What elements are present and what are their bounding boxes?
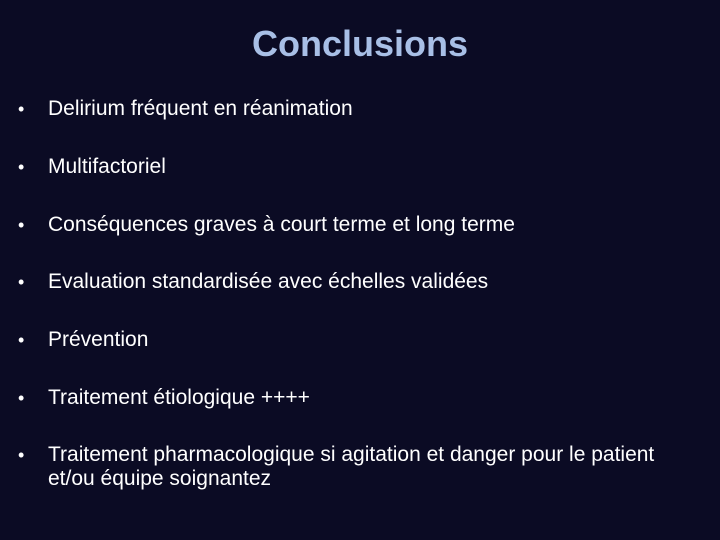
bullet-item: [18, 328, 698, 352]
bullet-icon: •: [18, 99, 25, 119]
bullet-text: Prévention: [48, 328, 149, 351]
bullet-text: Conséquences graves à court terme et long terme: [48, 213, 515, 236]
slide-title: Conclusions: [251, 23, 469, 64]
bullet-item: [18, 270, 698, 294]
bullet-text: Traitement pharmacologique si agitation et danger pour le patient et/ou équipe soignantez: [48, 443, 655, 490]
bullet-item: [18, 386, 698, 410]
bullet-item: [18, 443, 698, 491]
bullet-icon: •: [18, 272, 25, 292]
bullet-text: Multifactoriel: [48, 155, 166, 178]
bullet-icon: •: [18, 157, 25, 177]
bullet-text: Evaluation standardisée avec échelles validées: [48, 270, 489, 293]
bullet-item: [18, 155, 698, 179]
bullet-text: Delirium fréquent en réanimation: [48, 97, 353, 120]
bullet-icon: •: [18, 330, 25, 350]
bullet-item: [18, 97, 698, 121]
bullet-icon: •: [18, 445, 25, 465]
bullet-item: [18, 213, 698, 237]
bullet-icon: •: [18, 388, 25, 408]
bullet-icon: •: [18, 215, 25, 235]
bullet-text: Traitement étiologique ++++: [48, 386, 310, 409]
